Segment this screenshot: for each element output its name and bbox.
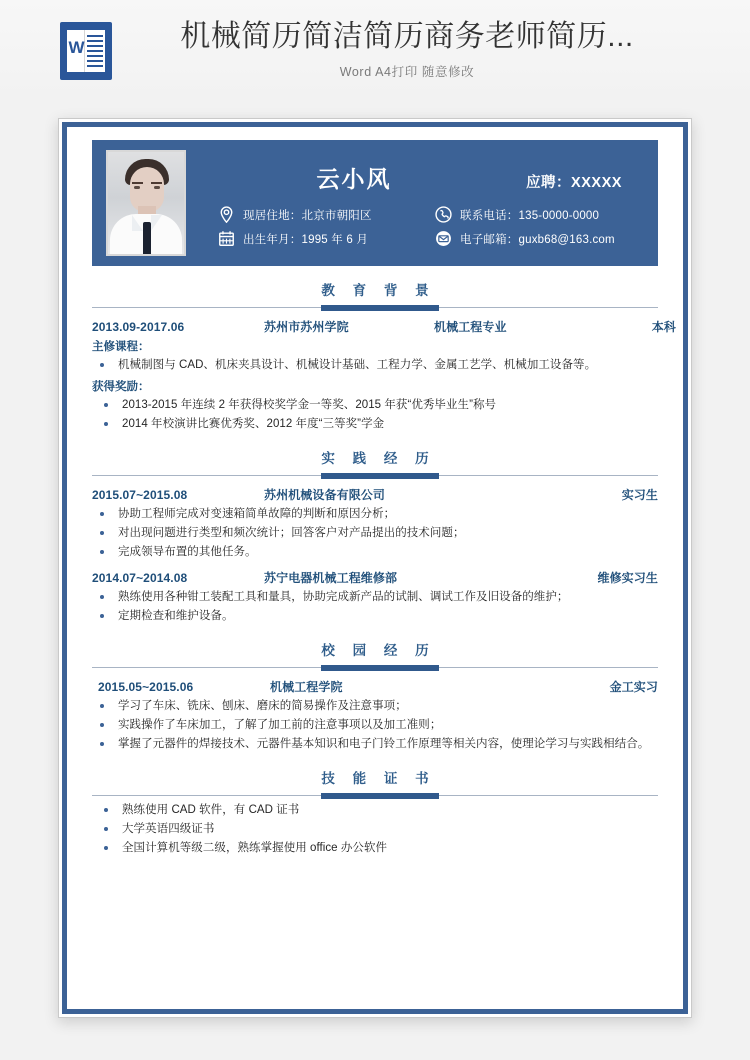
education-date: 2013.09-2017.06 — [92, 320, 185, 334]
resume-content — [76, 135, 674, 1001]
contact-address — [218, 206, 427, 223]
resume-page-border — [62, 122, 688, 1014]
list-item: 完成领导布置的其他任务。 — [92, 543, 658, 562]
contact-address-label: 现居住地：北京市朝阳区 — [243, 209, 372, 222]
list-item: 全国计算机等级二级，熟练掌握使用 office 办公软件 — [92, 839, 658, 858]
document-subtitle: Word A4打印 随意修改 — [339, 64, 475, 79]
section-divider — [92, 792, 658, 799]
list-item: 2014 年校演讲比赛优秀奖、2012 年度“三等奖”学金 — [92, 415, 658, 434]
section-title-practice: 实 践 经 历 — [321, 450, 436, 466]
list-item: 实践操作了车床加工，了解了加工前的注意事项以及加工准则； — [92, 716, 658, 735]
list-item: 大学英语四级证书 — [92, 820, 658, 839]
courses-list — [92, 356, 658, 375]
word-document-icon — [60, 22, 112, 80]
word-icon-lines — [87, 35, 103, 70]
education-degree: 本科 — [651, 320, 676, 334]
list-item: 掌握了元器件的焊接技术、元器件基本知识和电子门铃工作原理等相关内容，使理论学习与实践相结合。 — [92, 735, 658, 754]
practice-role: 实习生 — [621, 487, 658, 502]
contact-birth — [218, 230, 427, 247]
awards-list — [92, 396, 658, 434]
campus-org: 机械工程学院 — [270, 679, 343, 694]
list-item: 熟练使用各种钳工装配工具和量具，协助完成新产品的试制、调试工作及旧设备的维护； — [92, 588, 658, 607]
calendar-icon — [218, 230, 235, 247]
section-title-skills: 技 能 证 书 — [321, 770, 436, 786]
practice-bullets — [92, 505, 658, 562]
contact-email-label: 电子邮箱：guxb68@163.com — [460, 233, 615, 246]
location-pin-icon — [218, 206, 235, 223]
contact-phone — [435, 206, 644, 223]
campus-entry-row — [92, 678, 658, 695]
profile-top-row — [204, 159, 644, 206]
section-title-campus: 校 园 经 历 — [321, 642, 436, 658]
banner-text-block — [112, 18, 750, 80]
practice-bullets — [92, 588, 658, 626]
phone-icon — [435, 206, 452, 223]
practice-date: 2015.07~2015.08 — [92, 487, 188, 502]
skills-list — [92, 801, 658, 858]
section-title-education: 教 育 背 景 — [321, 283, 436, 298]
document-title: 机械简历简洁简历商务老师简历... — [180, 20, 634, 53]
section-skills — [92, 767, 658, 858]
avatar — [106, 150, 186, 256]
education-entry-row — [92, 318, 676, 335]
section-education — [92, 279, 676, 434]
practice-company: 苏州机械设备有限公司 — [264, 487, 386, 502]
section-campus — [92, 639, 658, 754]
campus-bullets — [92, 697, 658, 754]
practice-entry-row — [92, 486, 658, 503]
applied-position: 应聘：XXXXX — [526, 175, 622, 191]
education-school: 苏州市苏州学院 — [264, 320, 349, 334]
courses-label: 主修课程： — [92, 341, 150, 353]
list-item: 定期检查和维护设备。 — [92, 607, 658, 626]
list-item: 协助工程师完成对变速箱简单故障的判断和原因分析； — [92, 505, 658, 524]
practice-company: 苏宁电器机械工程维修部 — [264, 570, 398, 585]
resume-page — [58, 118, 692, 1018]
list-item: 2013-2015 年连续 2 年获得校奖学金一等奖、2015 年获“优秀毕业生”称号 — [92, 396, 658, 415]
candidate-name: 云小风 — [316, 166, 392, 192]
word-icon-letter: W — [68, 38, 85, 57]
section-divider — [92, 664, 658, 671]
practice-entry-row — [92, 569, 658, 586]
contact-phone-label: 联系电话：135-0000-0000 — [460, 209, 600, 222]
top-banner — [0, 0, 750, 100]
profile-header-card — [92, 140, 658, 266]
list-item: 对出现问题进行类型和频次统计；回答客户对产品提出的技术问题； — [92, 524, 658, 543]
education-major: 机械工程专业 — [434, 320, 507, 334]
section-divider — [92, 472, 658, 479]
section-divider — [92, 304, 658, 311]
campus-date: 2015.05~2015.06 — [98, 679, 194, 694]
awards-label: 获得奖励： — [92, 380, 150, 393]
contact-email — [435, 230, 644, 247]
section-practice — [92, 447, 658, 626]
list-item: 熟练使用 CAD 软件，有 CAD 证书 — [92, 801, 658, 820]
list-item: 学习了车床、铣床、刨床、磨床的简易操作及注意事项； — [92, 697, 658, 716]
envelope-icon — [435, 230, 452, 247]
contact-grid — [204, 206, 644, 247]
practice-date: 2014.07~2014.08 — [92, 570, 188, 585]
profile-main — [186, 159, 644, 247]
contact-birth-label: 出生年月：1995 年 6 月 — [243, 233, 369, 246]
campus-role: 金工实习 — [609, 679, 658, 694]
practice-role: 维修实习生 — [597, 570, 658, 585]
list-item: 机械制图与 CAD、机床夹具设计、机械设计基础、工程力学、金属工艺学、机械加工设备等。 — [92, 356, 658, 375]
